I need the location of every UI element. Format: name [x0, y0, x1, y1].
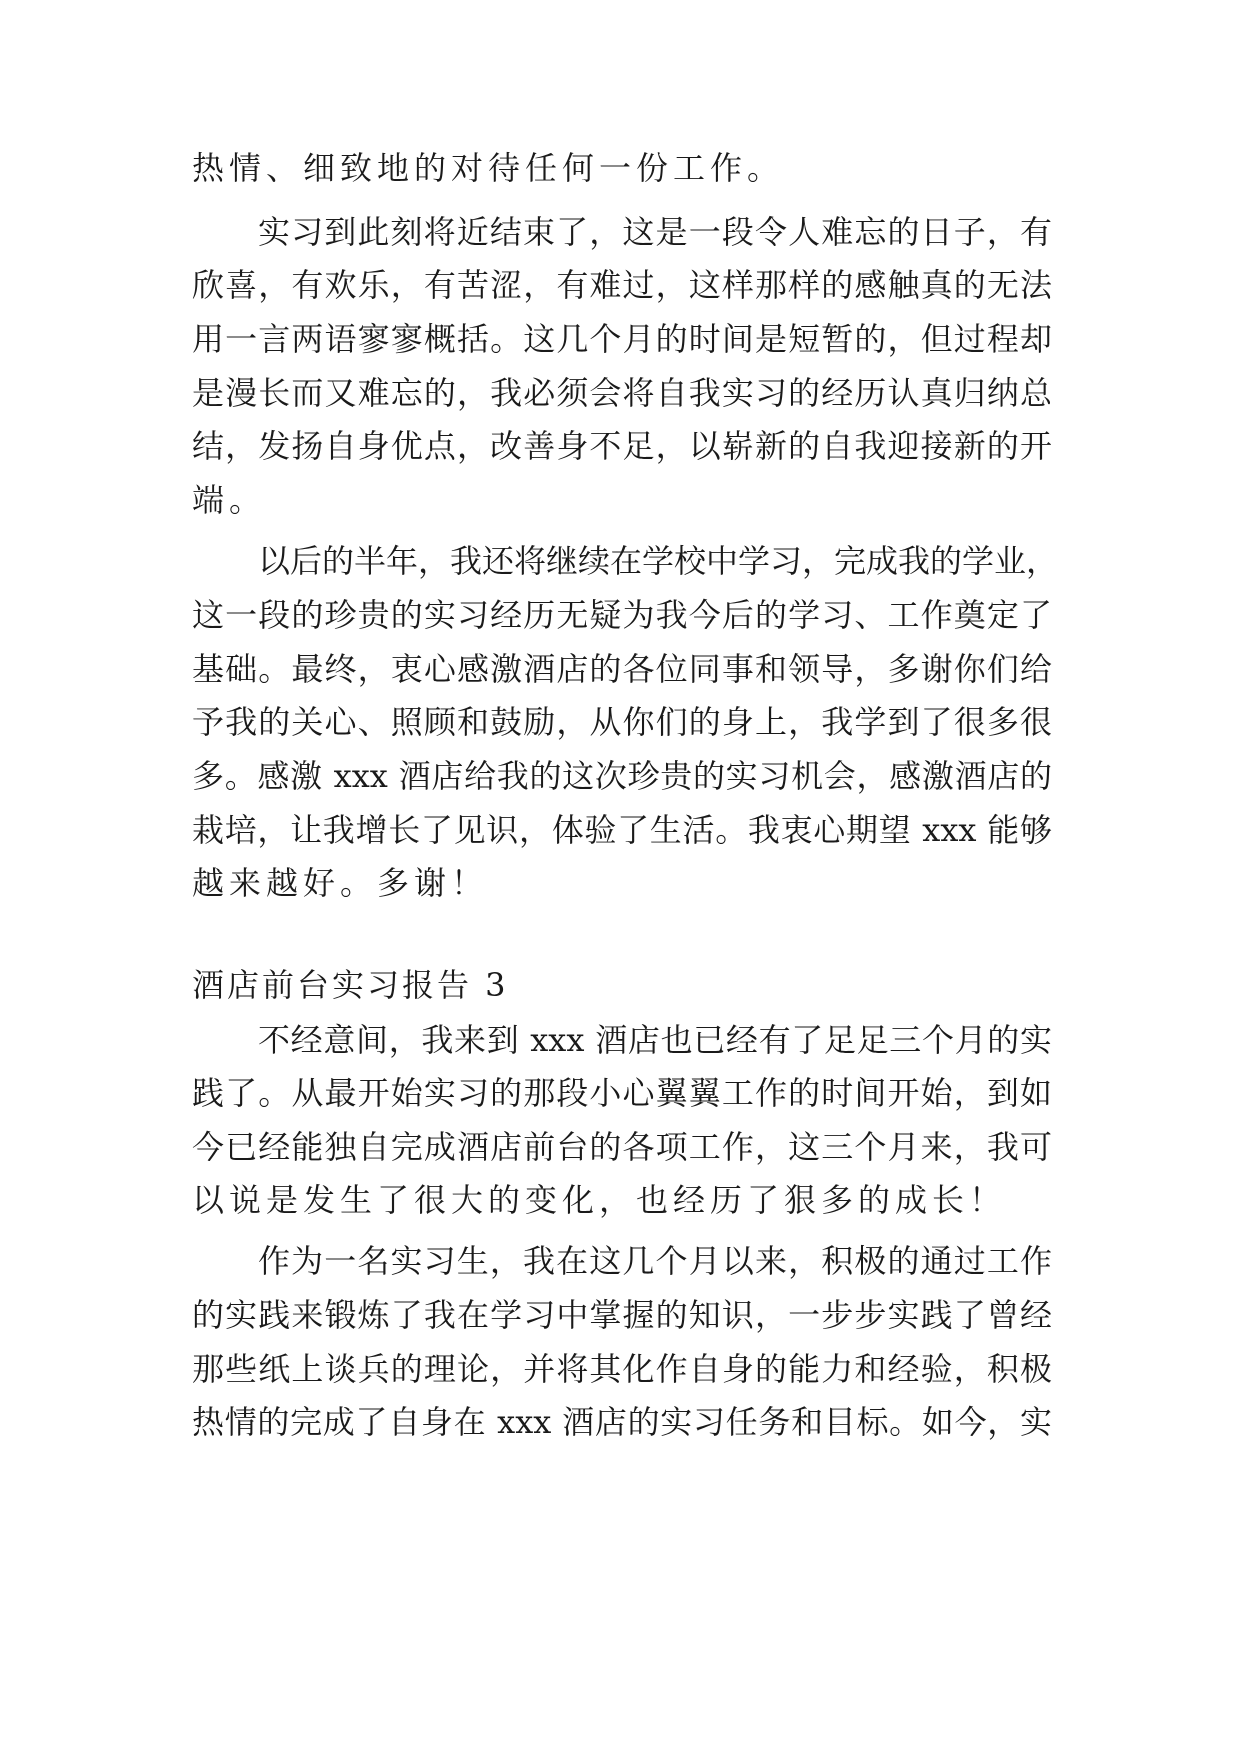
text-line: 那些纸上谈兵的理论，并将其化作自身的能力和经验，积极 [192, 1350, 1052, 1388]
text-line: 的实践来锻炼了我在学习中掌握的知识，一步步实践了曾经 [192, 1296, 1052, 1334]
text-line: 热情的完成了自身在 xxx 酒店的实习任务和目标。如今，实 [192, 1403, 1052, 1441]
text-line: 是漫长而又难忘的，我必须会将自我实习的经历认真归纳总 [192, 374, 1052, 412]
section-heading: 酒店前台实习报告 3 [192, 966, 509, 1004]
text-line: 以说是发生了很大的变化，也经历了狠多的成长！ [192, 1181, 1007, 1219]
text-line: 结，发扬自身优点，改善身不足，以崭新的自我迎接新的开 [192, 427, 1052, 465]
text-line: 予我的关心、照顾和鼓励，从你们的身上，我学到了很多很 [192, 703, 1052, 741]
text-line: 基础。最终，衷心感激酒店的各位同事和领导，多谢你们给 [192, 650, 1052, 688]
text-line: 今已经能独自完成酒店前台的各项工作，这三个月来，我可 [192, 1128, 1052, 1166]
text-line: 这一段的珍贵的实习经历无疑为我今后的学习、工作奠定了 [192, 596, 1052, 634]
text-line: 践了。从最开始实习的那段小心翼翼工作的时间开始，到如 [192, 1074, 1052, 1112]
paragraph-start-line: 作为一名实习生，我在这几个月以来，积极的通过工作 [258, 1242, 1052, 1280]
text-line: 热情、细致地的对待任何一份工作。 [192, 149, 785, 187]
paragraph-start-line: 不经意间，我来到 xxx 酒店也已经有了足足三个月的实 [258, 1021, 1052, 1059]
text-line: 端。 [192, 481, 267, 519]
text-line: 用一言两语寥寥概括。这几个月的时间是短暂的，但过程却 [192, 320, 1052, 358]
paragraph-start-line: 以后的半年，我还将继续在学校中学习，完成我的学业， [258, 542, 1059, 580]
text-line: 欣喜，有欢乐，有苦涩，有难过，这样那样的感触真的无法 [192, 266, 1052, 304]
text-line: 栽培，让我增长了见识，体验了生活。我衷心期望 xxx 能够 [192, 811, 1052, 849]
text-line: 多。感激 xxx 酒店给我的这次珍贵的实习机会，感激酒店的 [192, 757, 1052, 795]
text-line: 越来越好。多谢！ [192, 864, 489, 902]
paragraph-start-line: 实习到此刻将近结束了，这是一段令人难忘的日子，有 [258, 213, 1052, 251]
